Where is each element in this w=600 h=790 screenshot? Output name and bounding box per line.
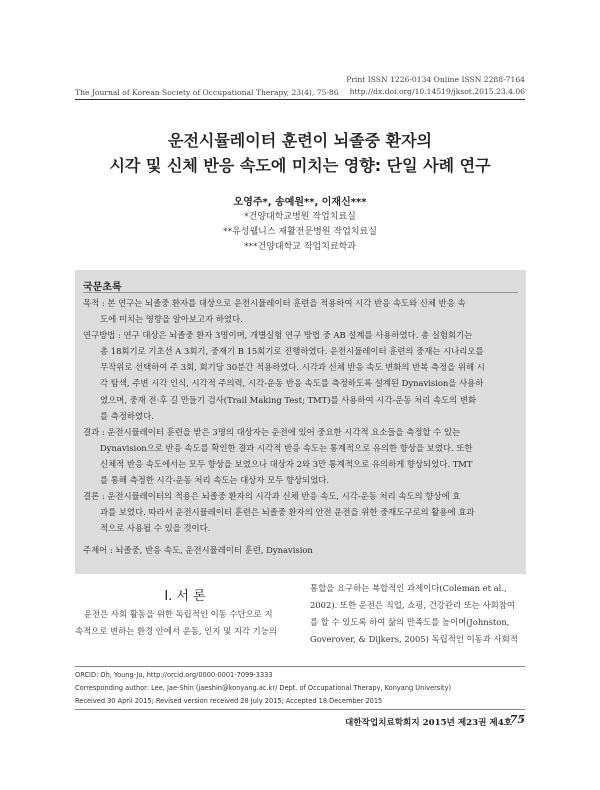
keywords: 주제어 : 뇌졸중, 반응 속도, 운전시뮬레이터 훈련, Dynavision xyxy=(83,545,313,555)
title-line-2: 시각 및 신체 반응 속도에 미치는 영향: 단일 사례 연구 xyxy=(109,156,491,175)
authors: 오영주*, 송예원**, 이재신*** xyxy=(233,197,367,208)
header-rule xyxy=(75,99,525,100)
abstract-line: 과를 보였다. 따라서 운전시뮬레이터 훈련은 뇌졸중 환자의 안전 운전을 위한 중재도구로의 활용에 효과 xyxy=(100,507,475,518)
abstract-line: 무작위로 선택하여 주 3회, 회기당 30분간 적용하였다. 시각과 신체 반응 속도 변화의 반복 측정을 위해 시 xyxy=(100,362,485,373)
abstract-line: 도에 미치는 영향을 알아보고자 하였다. xyxy=(100,314,243,325)
footnote-orcid: ORCID: Oh, Young-Ju, http://orcid.org/0000-0001-7099-3333 xyxy=(75,671,273,679)
section-title-introduction: Ⅰ. 서 론 xyxy=(164,589,206,604)
footer-rule xyxy=(75,709,525,710)
title-line-1: 운전시뮬레이터 훈련이 뇌졸중 환자의 xyxy=(167,131,432,150)
footnote-corresponding: Corresponding author: Lee, Jae-Shin (jaeshin@konyang.ac.kr/ Dept. of Occupational Therapy, Konyang University) xyxy=(75,684,452,692)
page-number: 75 xyxy=(509,713,525,726)
abstract-box xyxy=(75,270,526,574)
abstract-line: 를 통해 측정한 시각-운동 처리 속도는 대상자 모두 향상되었다. xyxy=(100,475,330,486)
body-column-right xyxy=(310,580,528,648)
footer-journal: 대한작업치료학회지 2015년 제23권 제4호 xyxy=(344,718,512,728)
abstract-rule xyxy=(83,292,518,293)
footnote-rule xyxy=(75,666,525,667)
abstract-line: 를 측정하였다. xyxy=(100,410,154,421)
abstract-heading: 국문초록 xyxy=(83,282,122,293)
footnote-received: Received 30 April 2015; Revised version received 28 July 2015; Accepted 18 December 2015 xyxy=(75,697,383,705)
abstract-line: 였으며, 중재 전·후 길 만들기 검사(Trail Making Test; TMT)를 사용하여 시각-운동 처리 속도의 변화 xyxy=(100,394,477,405)
issn-doi-header xyxy=(346,74,525,98)
abstract-line: 결과 : 운전시뮬레이터 훈련을 받은 3명의 대상자는 운전에 있어 중요한 시각적 요소들을 측정할 수 있는 xyxy=(83,426,461,437)
body-line: 운전은 사회 활동을 위한 독립적인 이동 수단으로 지 xyxy=(84,609,273,619)
abstract-line: 신체적 반응 속도에서는 모두 향상을 보였으나 대상자 2와 3만 통계적으로 유의하게 향상되었다. TMT xyxy=(100,458,473,469)
body-line: 를 할 수 있도록 하여 삶의 만족도를 높이며(Johnston, xyxy=(310,617,510,627)
abstract-body xyxy=(83,295,520,536)
abstract-line: 적으로 사용될 수 있을 것이다. xyxy=(100,523,211,534)
journal-header: The Journal of Korean Society of Occupational Therapy, 23(4), 75-86 xyxy=(75,88,339,97)
affiliation-3: ***건양대학교 작업치료학과 xyxy=(244,242,356,252)
affiliation-1: *건양대학교병원 작업치료실 xyxy=(244,212,356,222)
affiliation-2: **유성웰니스 재활전문병원 작업치료실 xyxy=(223,227,377,237)
body-line: Goverover, & Dijkers, 2005) 독립적인 이동과 사회적 xyxy=(310,634,518,644)
abstract-line: Dynavision으로 반응 속도를 확인한 결과 시각적 반응 속도는 통계적으로 유의한 향상을 보였다. 또한 xyxy=(100,442,473,453)
body-line: 2002). 또한 운전은 직업, 쇼핑, 건강관리 또는 사회참여 xyxy=(310,600,515,610)
body-line: 속적으로 변하는 환경 안에서 운동, 인지 및 지각 기능의 xyxy=(75,626,277,636)
abstract-line: 목적 : 본 연구는 뇌졸중 환자를 대상으로 운전시뮬레이터 훈련을 적용하여 시각 반응 속도와 신체 반응 속 xyxy=(83,298,466,308)
abstract-line: 총 18회기로 기초선 A 3회기, 중재기 B 15회기로 진행하였다. 운전시뮬레이터 훈련의 중재는 시나리오를 xyxy=(100,346,484,357)
abstract-line: 각 탐색, 주변 시각 인식, 시각적 주의력, 시각-운동 반응 속도를 측정하도록 설계된 Dynavision을 사용하 xyxy=(100,378,484,389)
doi-link[interactable]: http://dx.doi.org/10.14519/jksot.2015.23.4.06 xyxy=(349,87,525,96)
body-column-left xyxy=(75,606,293,640)
abstract-line: 결론 : 운전시뮬레이터의 적용은 뇌졸중 환자의 시각과 신체 반응 속도, 시각-운동 처리 속도의 향상에 효 xyxy=(83,491,461,502)
body-line: 통합을 요구하는 복합적인 과제이다(Coleman et al., xyxy=(310,583,507,593)
issn-line: Print ISSN 1226-0134 Online ISSN 2288-7164 xyxy=(346,75,525,84)
footnotes xyxy=(75,669,451,708)
abstract-line: 연구방법 : 연구 대상은 뇌졸중 환자 3명이며, 개별실험 연구 방법 중 AB 설계를 사용하였다. 총 실험회기는 xyxy=(83,330,473,341)
